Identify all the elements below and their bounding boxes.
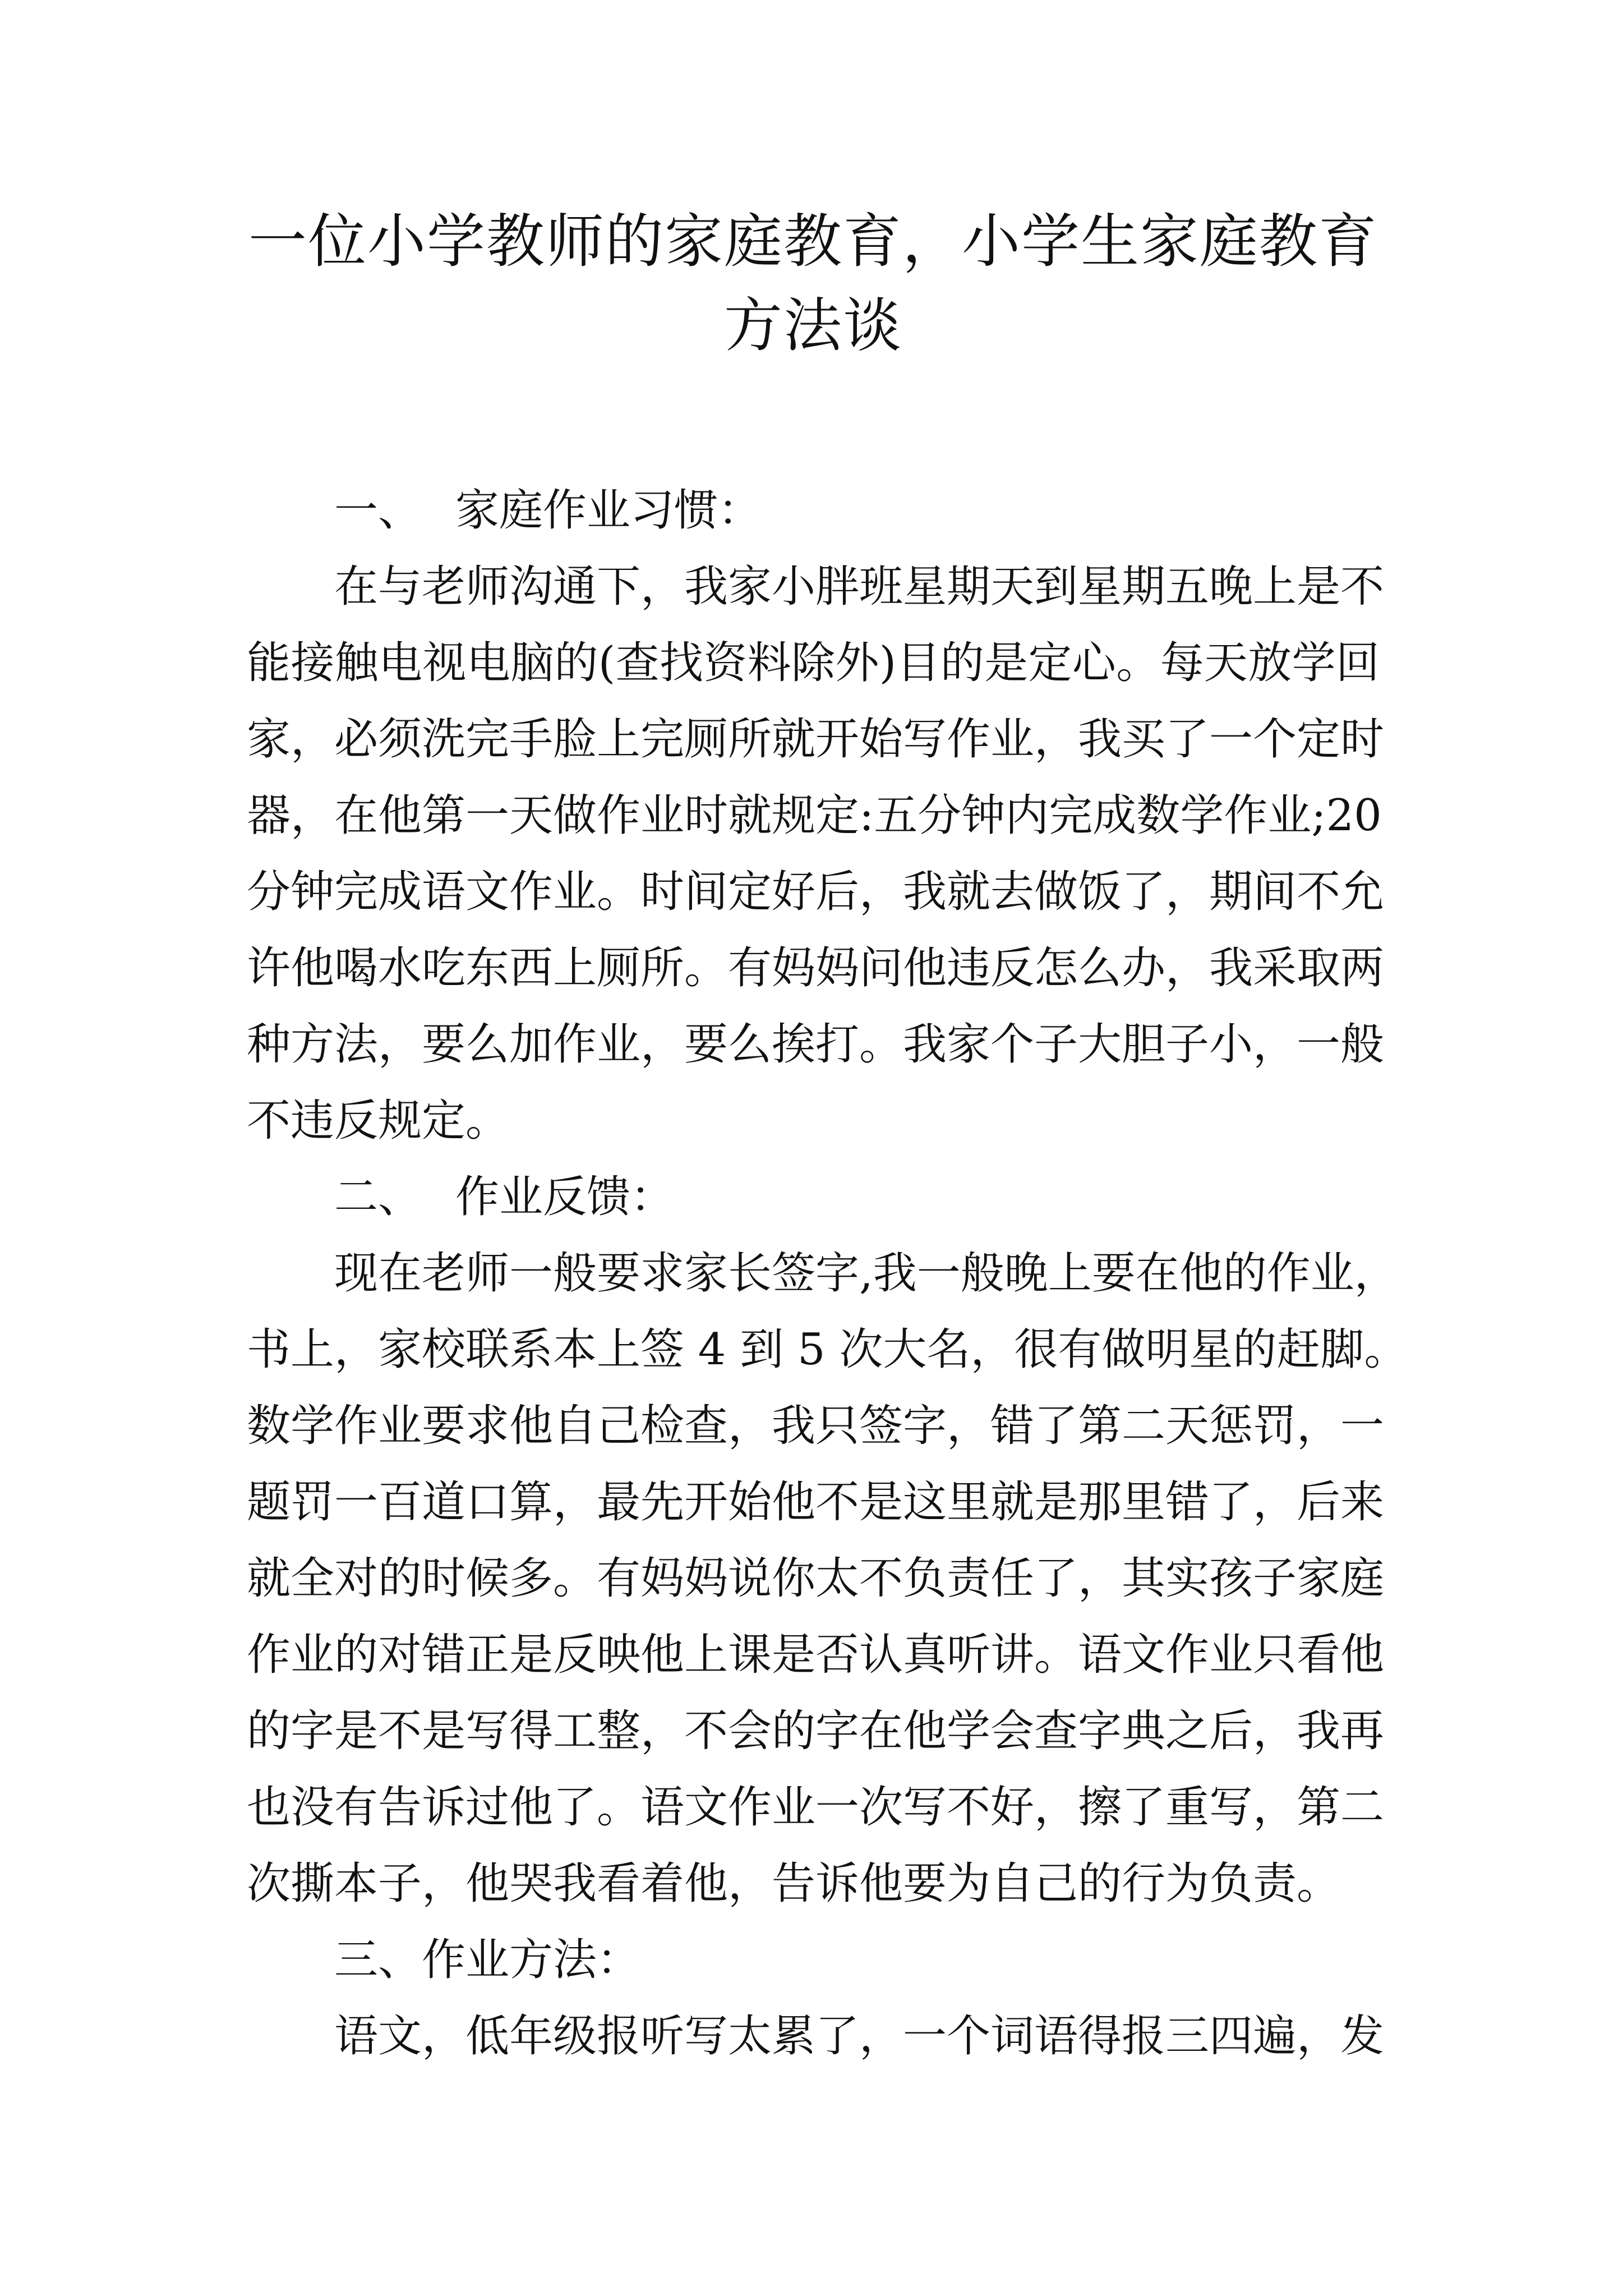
paragraph-line: 家，必须洗完手脸上完厕所就开始写作业，我买了一个定时 bbox=[247, 714, 1385, 765]
paragraph-line: 分钟完成语文作业。时间定好后，我就去做饭了，期间不允 bbox=[247, 867, 1385, 917]
paragraph-line: 在与老师沟通下，我家小胖班星期天到星期五晚上是不 bbox=[334, 562, 1385, 612]
document-body bbox=[247, 472, 1408, 2074]
paragraph-line: 也没有告诉过他了。语文作业一次写不好，擦了重写，第二 bbox=[247, 1782, 1385, 1833]
paragraph-line: 器，在他第一天做作业时就规定:五分钟内完成数学作业;20 bbox=[247, 790, 1382, 841]
paragraph-line: 许他喝水吃东西上厕所。有妈妈问他违反怎么办，我采取两 bbox=[247, 943, 1385, 993]
section-2-heading bbox=[247, 1159, 1380, 1235]
section-1-number: 一、 bbox=[334, 485, 422, 536]
paragraph-line: 就全对的时候多。有妈妈说你太不负责任了，其实孩子家庭 bbox=[247, 1553, 1385, 1604]
paragraph-line: 能接触电视电脑的(查找资料除外)目的是定心。每天放学回 bbox=[247, 638, 1380, 688]
paragraph-line: 题罚一百道口算，最先开始他不是这里就是那里错了，后来 bbox=[247, 1477, 1385, 1527]
paragraph-line: 数学作业要求他自己检查，我只签字，错了第二天惩罚，一 bbox=[247, 1401, 1385, 1451]
document-title bbox=[247, 199, 1380, 367]
paragraph-line: 种方法，要么加作业，要么挨打。我家个子大胆子小，一般 bbox=[247, 1019, 1385, 1070]
paragraph-line: 次撕本子，他哭我看着他，告诉他要为自己的行为负责。 bbox=[247, 1858, 1341, 1909]
paragraph-line: 现在老师一般要求家长签字,我一般晚上要在他的作业， bbox=[334, 1248, 1398, 1299]
title-line-1: 一位小学教师的家庭教育，小学生家庭教育 bbox=[248, 207, 1378, 275]
section-2-heading-text: 作业反馈： bbox=[455, 1172, 675, 1222]
paragraph-line: 的字是不是写得工整，不会的字在他学会查字典之后，我再 bbox=[247, 1706, 1385, 1756]
section-1-heading bbox=[247, 472, 1380, 549]
title-line-2: 方法谈 bbox=[723, 291, 902, 360]
section-1-heading-text: 家庭作业习惯： bbox=[455, 485, 762, 536]
section-2-number: 二、 bbox=[334, 1172, 422, 1222]
paragraph-line: 不违反规定。 bbox=[247, 1096, 510, 1146]
paragraph-line: 作业的对错正是反映他上课是否认真听讲。语文作业只看他 bbox=[247, 1630, 1385, 1680]
paragraph-line: 书上，家校联系本上签 4 到 5 次大名，很有做明星的赶脚。 bbox=[247, 1324, 1408, 1375]
section-3-heading: 三、作业方法： bbox=[334, 1935, 641, 1985]
paragraph-line: 语文，低年级报听写太累了，一个词语得报三四遍，发 bbox=[334, 2011, 1385, 2062]
